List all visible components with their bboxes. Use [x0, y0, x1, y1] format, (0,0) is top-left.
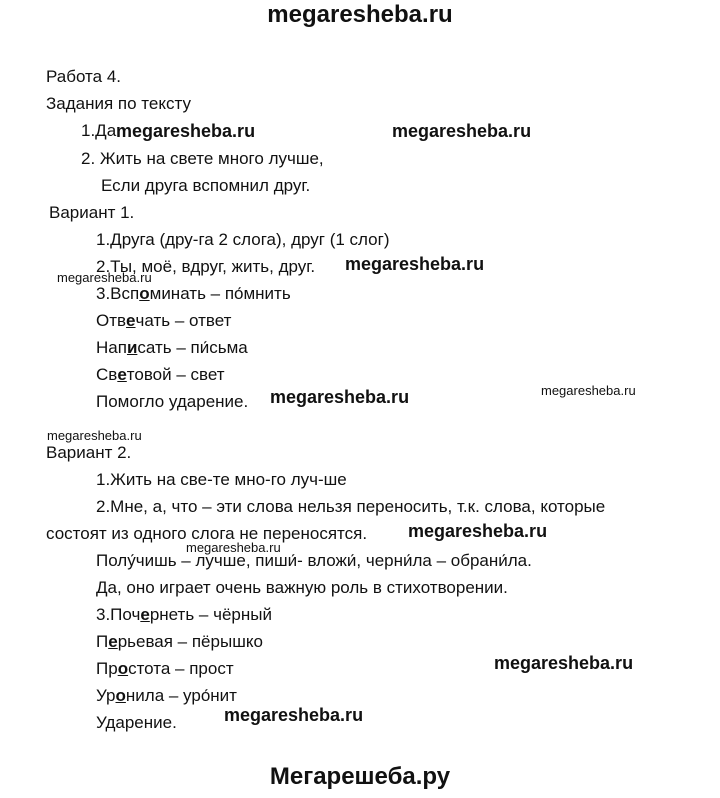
watermark-inline: megaresheba.ru	[392, 121, 532, 141]
variant-1-heading: Вариант 1.	[49, 203, 135, 222]
variant-2-line-3: состоят из одного слога не переносятся.	[46, 524, 368, 543]
task-1: 1.Да	[81, 121, 117, 140]
variant-1-line-7: Помогло ударение.	[96, 392, 249, 411]
watermark-small: megaresheba.ru	[47, 428, 142, 443]
variant-1-line-2: 2.Ты, моё, вдруг, жить, друг.	[96, 257, 316, 276]
doc-title: Работа 4.	[46, 67, 121, 86]
watermark-small: megaresheba.ru	[57, 270, 152, 285]
variant-1-line-5: Написать – пи́сьма	[96, 338, 248, 357]
watermark-inline: megaresheba.ru	[494, 653, 634, 673]
watermark-inline: megaresheba.ru	[408, 521, 548, 541]
doc-subtitle: Задания по тексту	[46, 94, 191, 113]
watermark-small: megaresheba.ru	[541, 383, 636, 398]
variant-2-heading: Вариант 2.	[46, 443, 132, 462]
watermark-small: megaresheba.ru	[186, 540, 281, 555]
variant-2-line-6: 3.Почернеть – чёрный	[96, 605, 272, 624]
watermark-inline: megaresheba.ru	[224, 705, 364, 725]
watermark-bottom: Мегарешеба.ру	[269, 763, 451, 790]
variant-1-line-1: 1.Друга (дру-га 2 слога), друг (1 слог)	[96, 230, 390, 249]
task-2-line-2: Если друга вспомнил друг.	[101, 176, 311, 195]
watermark-top: megaresheba.ru	[267, 1, 453, 28]
watermark-inline: megaresheba.ru	[116, 121, 256, 141]
variant-2-line-8: Простота – прост	[96, 659, 234, 678]
watermark-inline: megaresheba.ru	[270, 387, 410, 407]
variant-2-line-2: 2.Мне, а, что – эти слова нельзя переносить, т.к. слова, которые	[96, 497, 606, 516]
watermark-inline: megaresheba.ru	[345, 254, 485, 274]
variant-2-line-7: Перьевая – пёрышко	[96, 632, 263, 651]
variant-1-line-4: Отвечать – ответ	[96, 311, 232, 330]
variant-2-line-5: Да, оно играет очень важную роль в стихотворении.	[96, 578, 508, 597]
variant-2-line-1: 1.Жить на све-те мно-го луч-ше	[96, 470, 347, 489]
variant-2-line-10: Ударение.	[96, 713, 177, 732]
task-2-line-1: 2. Жить на свете много лучше,	[81, 149, 324, 168]
variant-2-line-9: Уронила – уро́нит	[96, 686, 237, 705]
variant-1-line-3: 3.Вспоминать – по́мнить	[96, 284, 291, 303]
variant-2-line-4: Полу́чишь – лучше, пиши́- вложи́, черни́ла – обрани́ла.	[96, 551, 532, 570]
variant-1-line-6: Световой – свет	[96, 365, 225, 384]
